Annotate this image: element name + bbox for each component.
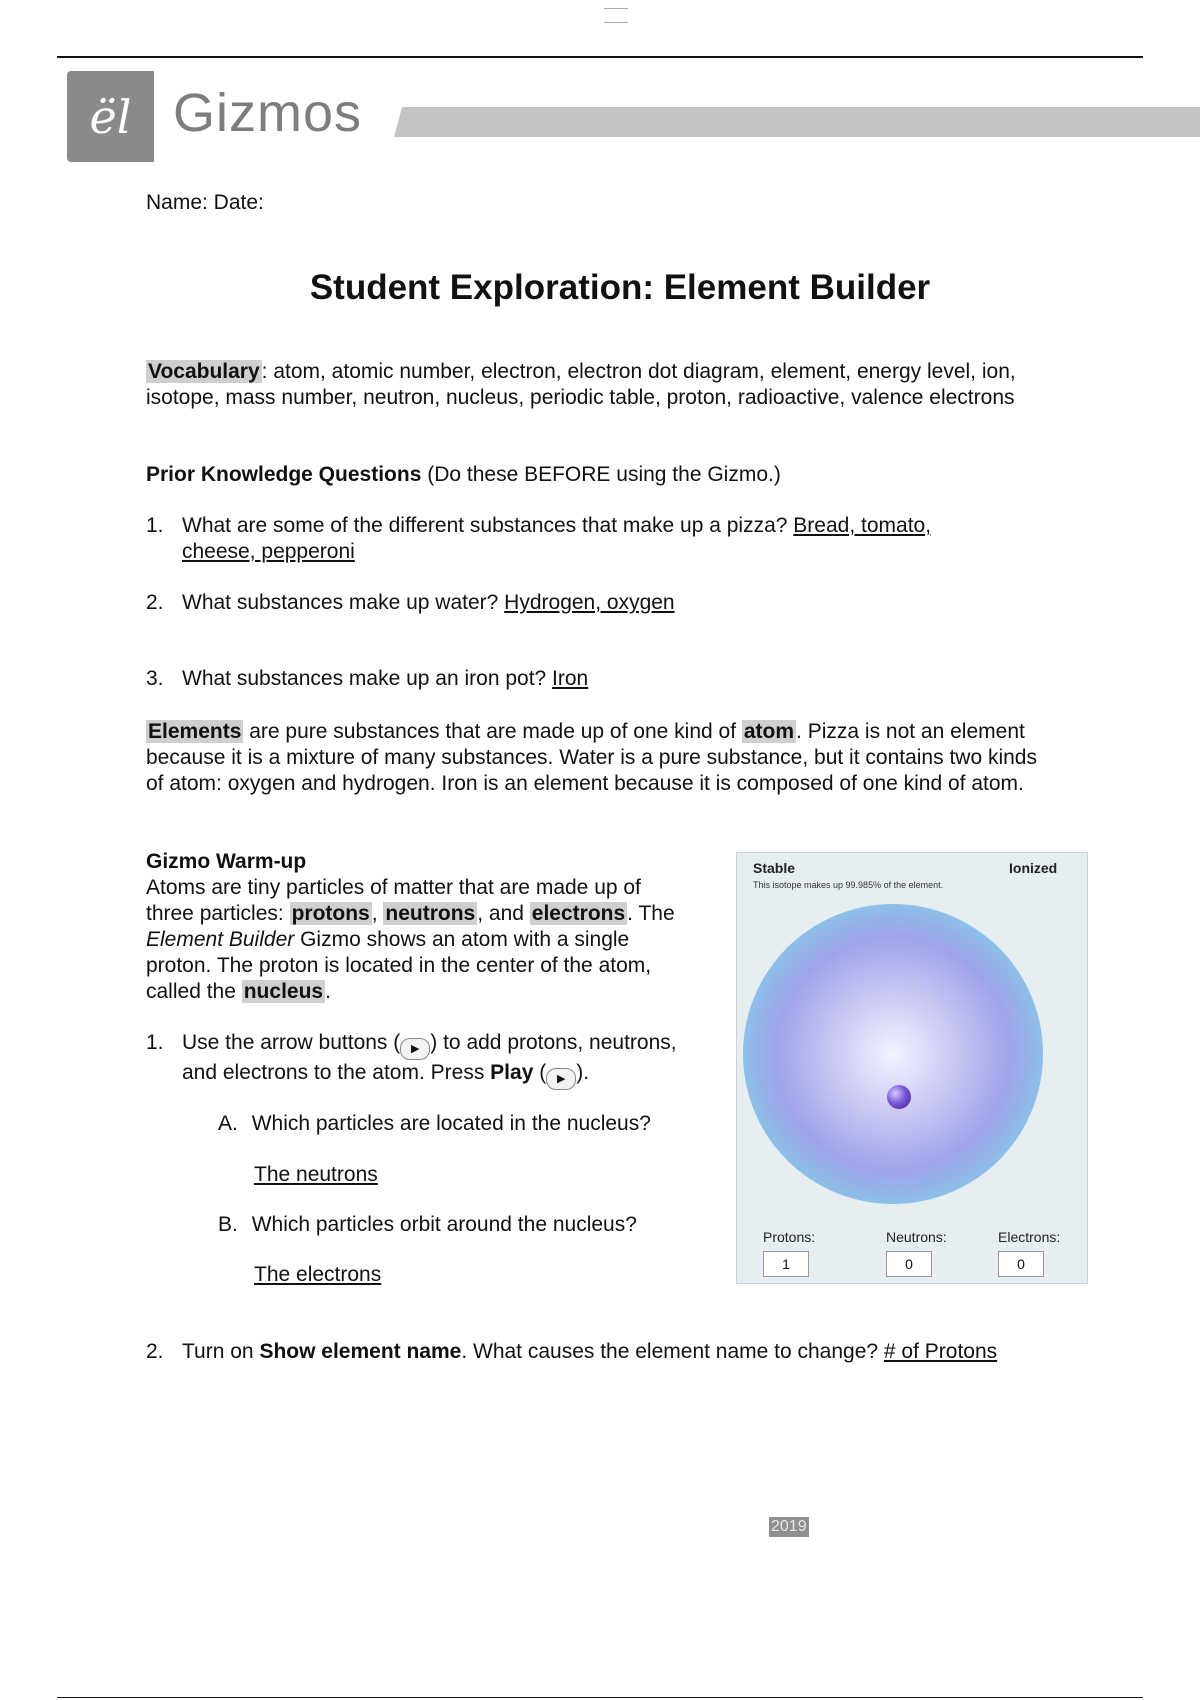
electrons-field[interactable]: 0 xyxy=(998,1251,1044,1277)
term-elements: Elements xyxy=(148,720,242,743)
warmup-intro xyxy=(146,849,726,1005)
warmup-text: three particles: xyxy=(146,902,290,925)
question-text: ( xyxy=(533,1061,547,1084)
bottom-rule xyxy=(57,1697,1143,1698)
vocabulary xyxy=(146,359,1146,411)
term-neutrons: neutrons xyxy=(385,902,476,925)
question-text: ) to add protons, neutrons, xyxy=(430,1031,677,1054)
question-number: 2. xyxy=(146,1340,164,1363)
warmup-text: called the xyxy=(146,980,242,1003)
name-date-line: Name: Date: xyxy=(146,191,264,214)
gizmos-logo xyxy=(67,71,154,162)
vocabulary-label: Vocabulary xyxy=(148,360,260,383)
atom-diagram xyxy=(743,904,1043,1204)
stable-label: Stable xyxy=(753,860,796,876)
isotope-note: This isotope makes up 99.985% of the element. xyxy=(753,880,944,890)
answer-text: Iron xyxy=(552,667,589,690)
answer-b: The electrons xyxy=(254,1263,382,1286)
question-number: 3. xyxy=(146,667,164,690)
question-text: What substances make up water? xyxy=(182,591,505,614)
question-number: 1. xyxy=(146,1031,164,1054)
question-letter: A. xyxy=(218,1112,238,1135)
protons-label: Protons: xyxy=(763,1229,816,1245)
neutrons-field[interactable]: 0 xyxy=(886,1251,932,1277)
answer-a: The neutrons xyxy=(254,1163,378,1186)
top-rule xyxy=(57,56,1143,58)
question-text: Which particles are located in the nucleus? xyxy=(251,1112,651,1135)
warmup-text: , xyxy=(371,902,384,925)
proton-particle xyxy=(887,1085,911,1109)
gizmo-name: Element Builder xyxy=(146,928,295,951)
question-number: 1. xyxy=(146,514,164,537)
para-line: of atom: oxygen and hydrogen. Iron is an element because it is composed of one kind of atom. xyxy=(146,772,1024,795)
warmup-text: . The xyxy=(627,902,675,925)
arrow-button-icon: ▶ xyxy=(400,1038,430,1060)
question-text: ). xyxy=(576,1061,590,1084)
warmup-question-a xyxy=(218,1111,651,1137)
neutrons-label: Neutrons: xyxy=(886,1229,947,1245)
logo-glyph: ël xyxy=(89,89,132,144)
elements-paragraph xyxy=(146,719,1146,797)
question-1 xyxy=(146,513,1046,565)
question-3 xyxy=(146,666,1046,692)
question-text: . What causes the element name to change? xyxy=(461,1340,884,1363)
warmup-text: , and xyxy=(477,902,530,925)
answer-text: cheese, pepperoni xyxy=(182,540,355,563)
vocabulary-line1: : atom, atomic number, electron, electron dot diagram, element, energy level, ion, xyxy=(261,360,1016,383)
term-protons: protons xyxy=(291,902,370,925)
vocabulary-line2: isotope, mass number, neutron, nucleus, periodic table, proton, radioactive, valence electrons xyxy=(146,386,1015,409)
question-text: What substances make up an iron pot? xyxy=(182,667,553,690)
warmup-question-2 xyxy=(146,1339,1146,1365)
para-line: because it is a mixture of many substances. Water is a pure substance, but it contains two kinds xyxy=(146,746,1037,769)
para-text: . Pizza is not an element xyxy=(796,720,1025,743)
warmup-line: Atoms are tiny particles of matter that are made up of xyxy=(146,876,641,899)
warmup-heading: Gizmo Warm-up xyxy=(146,850,307,873)
answer-text: # of Protons xyxy=(883,1340,998,1363)
question-2 xyxy=(146,590,1046,616)
term-atom: atom xyxy=(743,720,795,743)
warmup-text: . xyxy=(325,980,331,1003)
brand-name: Gizmos xyxy=(173,83,363,143)
prior-knowledge-heading xyxy=(146,462,781,488)
element-builder-gizmo xyxy=(736,852,1088,1284)
prior-knowledge-title: Prior Knowledge Questions xyxy=(146,463,422,486)
header-bar xyxy=(394,107,1200,137)
electrons-label: Electrons: xyxy=(998,1229,1061,1245)
prior-knowledge-note: (Do these BEFORE using the Gizmo.) xyxy=(421,463,781,486)
question-text: Which particles orbit around the nucleus? xyxy=(251,1213,637,1236)
answer-text: Bread, tomato, xyxy=(793,514,932,537)
term-nucleus: nucleus xyxy=(243,980,324,1003)
warmup-question-b xyxy=(218,1212,637,1238)
play-label: Play xyxy=(490,1061,534,1084)
question-letter: B. xyxy=(218,1213,238,1236)
question-number: 2. xyxy=(146,591,164,614)
protons-field[interactable]: 1 xyxy=(763,1251,809,1277)
warmup-question-1 xyxy=(146,1030,726,1090)
warmup-text: Gizmo shows an atom with a single xyxy=(294,928,630,951)
warmup-line: proton. The proton is located in the center of the atom, xyxy=(146,954,652,977)
show-element-name-label: Show element name xyxy=(259,1340,462,1363)
top-mark xyxy=(604,22,628,23)
question-text: Use the arrow buttons ( xyxy=(182,1031,401,1054)
ionized-label: Ionized xyxy=(1009,860,1058,876)
top-mark xyxy=(604,8,628,9)
page-title: Student Exploration: Element Builder xyxy=(309,268,931,307)
para-text: are pure substances that are made up of one kind of xyxy=(243,720,742,743)
term-electrons: electrons xyxy=(531,902,626,925)
question-text: Turn on xyxy=(182,1340,260,1363)
question-text: and electrons to the atom. Press xyxy=(182,1061,491,1084)
answer-text: Hydrogen, oxygen xyxy=(504,591,675,614)
footer-year: 2019 xyxy=(771,1518,807,1535)
question-text: What are some of the different substances that make up a pizza? xyxy=(182,514,794,537)
play-button-icon: ▶ xyxy=(546,1068,576,1090)
